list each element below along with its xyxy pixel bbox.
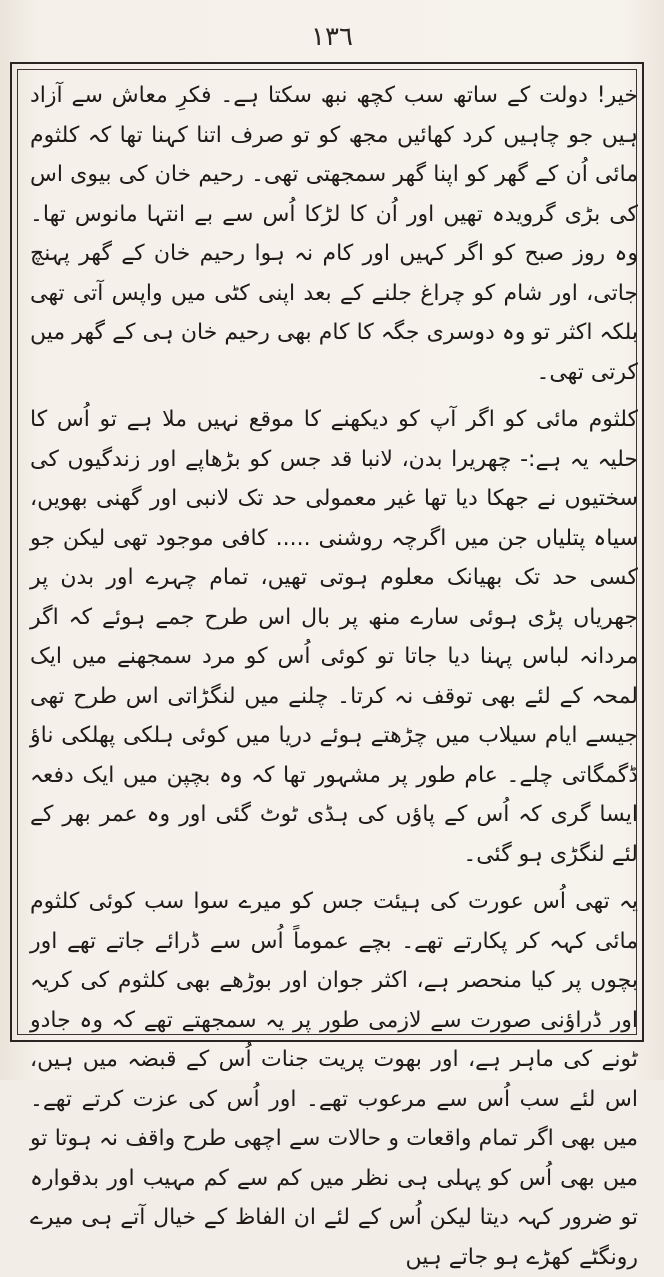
paragraph-3: یہ تھی اُس عورت کی ہیئت جس کو میرے سوا سب کوئی کلثوم مائی کہہ کر پکارتے تھے۔ بچے عموماً اُس سے ڈرائے جاتے تھے اور بچوں پر کیا منحصر ہے، اکثر جوان اور بوڑھے بھی کلثوم کی کریہ اور ڈراؤنی صورت سے لازمی طور پر یہ سمجھتے تھے کہ وہ جادو ٹونے کی ماہر ہے، اور بھوت پریت جنات اُس کے قبضہ میں ہیں، اس لئے سب اُس سے مرعوب تھے۔ اور اُس کی عزت کرتے تھے۔ میں بھی اگر تمام واقعات و حالات سے اچھی طرح واقف نہ ہوتا تو میں بھی اُس کو پہلی ہی نظر میں کم سے کم مہیب اور بدقوارہ تو ضرور کہہ دیتا لیکن اُس کے لئے ان الفاظ کے خیال آتے ہی میرے رونگٹے کھڑے ہو جاتے ہیں [30, 889, 638, 1270]
text-body [30, 76, 638, 1270]
paragraph-2: کلثوم مائی کو اگر آپ کو دیکھنے کا موقع نہیں ملا ہے تو اُس کا حلیہ یہ ہے:- چھریرا بدن، لانبا قد جس کو بڑھاپے اور زندگیوں کی سختیوں نے جھکا دیا تھا غیر معمولی حد تک لانبی اور گھنی بھویں، سیاہ پتلیاں جن میں اگرچہ روشنی ..... کافی موجود تھی لیکن جو کسی حد تک بھیانک معلوم ہوتی تھیں، تمام چہرے اور بدن پر جھریاں پڑی ہوئی سارے منھ پر بال اس طرح جمے ہوئے کہ اگر مردانہ لباس پہنا دیا جاتا تو کوئی اُس کو مرد سمجھنے میں ایک لمحہ کے لئے بھی توقف نہ کرتا۔ چلنے میں لنگڑاتی اس طرح تھی جیسے ایام سیلاب میں چڑھتے ہوئے دریا میں کوئی ہلکی پھلکی ناؤ ڈگمگاتی چلے۔ عام طور پر مشہور تھا کہ وہ بچپن میں ایک دفعہ ایسا گری کہ اُس کے پاؤں کی ہڈی ٹوٹ گئی اور وہ عمر بھر کے لئے لنگڑی ہو گئی۔ [30, 407, 638, 867]
page-number: ١٣٦ [311, 22, 353, 52]
paragraph-1: خیر! دولت کے ساتھ سب کچھ نبھ سکتا ہے۔ فکرِ معاش سے آزاد ہیں جو چاہیں کرد کھائیں مجھ کو تو صرف اتنا کہنا تھا کہ کلثوم مائی اُن کے گھر کو اپنا گھر سمجھتی تھی۔ رحیم خان کی بیوی اس کی بڑی گرویدہ تھیں اور اُن کا لڑکا اُس سے بے انتہا مانوس تھا۔ وہ روز صبح کو اگر کہیں اور کام نہ ہوا رحیم خان کے گھر پہنچ جاتی، اور شام کو چراغ جلنے کے بعد اپنی کٹی میں واپس آتی تھی بلکہ اکثر تو وہ دوسری جگہ کا کام بھی رحیم خان ہی کے گھر میں کرتی تھی۔ [30, 83, 638, 385]
